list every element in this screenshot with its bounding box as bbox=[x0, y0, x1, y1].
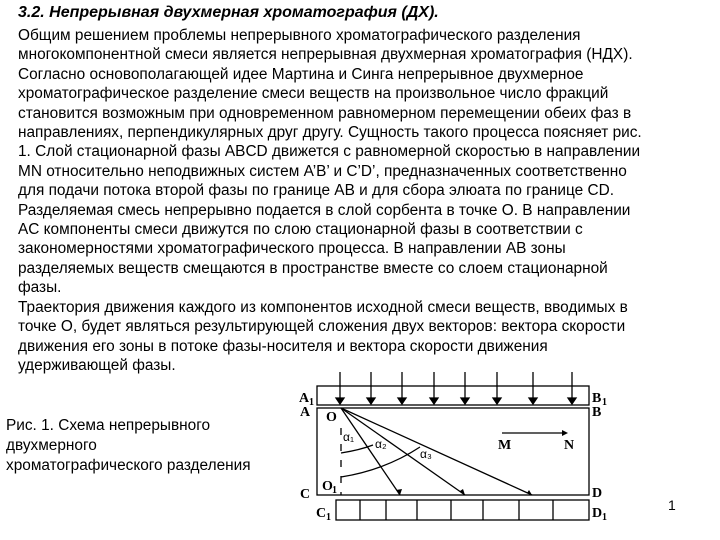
label-D1: D bbox=[592, 506, 603, 521]
paragraph-line: многокомпонентной смеси является непрерывная двухмерная хроматография (НДХ). bbox=[18, 46, 633, 64]
label-D1-sub: 1 bbox=[602, 512, 607, 523]
collector-dividers bbox=[360, 500, 553, 520]
caption-line: Рис. 1. Схема непрерывного bbox=[6, 417, 211, 434]
trajectory-2 bbox=[341, 408, 465, 495]
label-C1-sub: 1 bbox=[326, 512, 331, 523]
arrowhead bbox=[367, 398, 375, 404]
paragraph-line: для подачи потока второй фазы по границе AB и для сбора элюата по границе CD. bbox=[18, 182, 614, 200]
label-D: D bbox=[592, 486, 603, 501]
arrowhead bbox=[529, 398, 537, 404]
collector-box bbox=[336, 500, 589, 520]
label-A: A bbox=[300, 405, 311, 420]
arrowhead bbox=[430, 398, 438, 404]
paragraph-line: разделяемых веществ смещаются в пространстве вместе со слоем стационарной bbox=[18, 259, 608, 277]
angle-arc-2 bbox=[341, 447, 420, 477]
arrowhead bbox=[568, 398, 576, 404]
label-B1-sub: 1 bbox=[602, 397, 607, 408]
label-B1: B bbox=[592, 391, 602, 406]
caption-line: хроматографического разделения bbox=[6, 457, 251, 474]
arrowhead bbox=[461, 398, 469, 404]
arrowhead bbox=[336, 398, 344, 404]
paragraph-line: Траектория движения каждого из компонентов исходной смеси веществ, вводимых в bbox=[18, 298, 628, 316]
paragraph-line: 1. Слой стационарной фазы ABCD движется с равномерной скоростью в направлении bbox=[18, 143, 641, 161]
label-O1-sub: 1 bbox=[332, 485, 337, 496]
page-number: 1 bbox=[668, 497, 676, 513]
angle-alpha-1: α₁ bbox=[343, 430, 354, 444]
paragraph-line: Разделяемая смесь непрерывно подается в слой сорбента в точке O. В направлении bbox=[18, 201, 631, 219]
label-M: M bbox=[498, 438, 512, 453]
angle-alpha-2: α₂ bbox=[375, 437, 387, 451]
caption-line: двухмерного bbox=[6, 437, 97, 454]
angle-alpha-3: α₃ bbox=[420, 447, 432, 461]
arrowhead bbox=[398, 398, 406, 404]
paragraph-line: AC компоненты смеси движутся по слою стационарной фазы в соответствии с bbox=[18, 221, 583, 239]
flow-arrows bbox=[336, 372, 576, 404]
label-C1: C bbox=[316, 506, 327, 521]
slide-title: 3.2. Непрерывная двухмерная хроматография (ДХ). bbox=[18, 4, 439, 21]
label-A1-sub: 1 bbox=[309, 397, 314, 408]
label-O: O bbox=[326, 410, 337, 425]
paragraph-line: фазы. bbox=[18, 279, 62, 297]
paragraph-line: направлениях, перпендикулярных друг другу. Сущность такого процесса поясняет рис. bbox=[18, 124, 642, 142]
label-O1: O bbox=[322, 479, 333, 494]
paragraph-line: хроматографическое разделение смеси веществ на произвольное число фракций bbox=[18, 85, 609, 103]
feed-system-box bbox=[317, 386, 589, 405]
label-A1: A bbox=[299, 391, 310, 406]
paragraph-line: становится возможным при одновременном равномерном перемещении обеих фаз в bbox=[18, 104, 632, 122]
label-B: B bbox=[592, 405, 602, 420]
paragraph-line: движения его зоны в потоке фазы-носителя и вектора скорости движения bbox=[18, 337, 548, 355]
paragraph-line: Согласно основополагающей идее Мартина и Синга непрерывное двухмерное bbox=[18, 65, 584, 83]
arrowhead bbox=[493, 398, 501, 404]
paragraph-line: MN относительно неподвижных систем A’B’ и C’D’, предназначенных соответственно bbox=[18, 162, 627, 180]
paragraph-line: точке O, будет являться результирующей сложения двух векторов: вектора скорости bbox=[18, 318, 626, 336]
stationary-phase-layer bbox=[317, 408, 589, 495]
paragraph-line: удерживающей фазы. bbox=[18, 356, 176, 374]
paragraph-line: закономерностями хроматографического процесса. В направлении AB зоны bbox=[18, 240, 566, 258]
paragraph-line: Общим решением проблемы непрерывного хроматографического разделения bbox=[18, 27, 581, 44]
label-C: C bbox=[300, 487, 311, 502]
label-N: N bbox=[564, 438, 575, 453]
